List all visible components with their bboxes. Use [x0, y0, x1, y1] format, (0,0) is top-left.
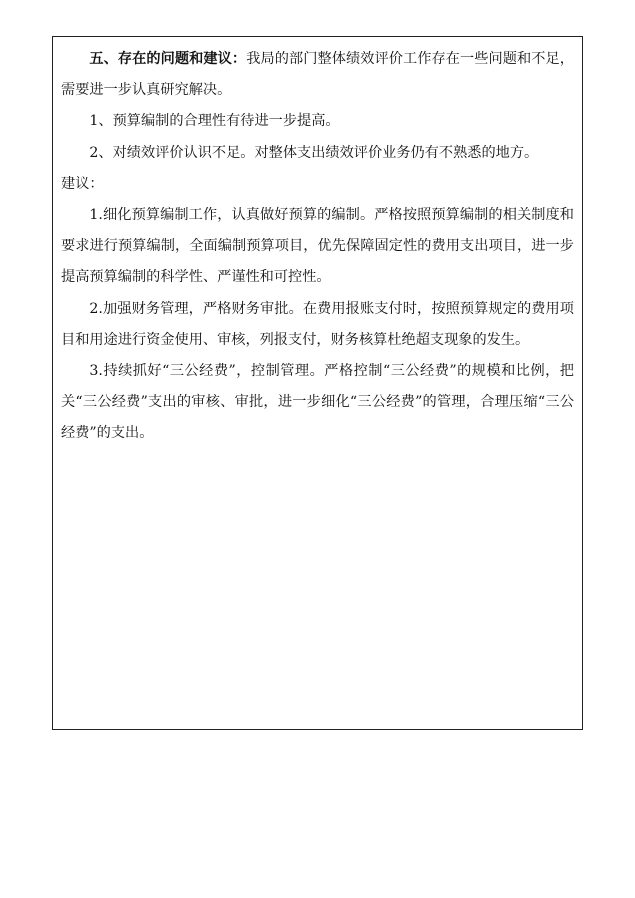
section-heading: 五、存在的问题和建议： [89, 51, 247, 67]
suggestions-label: 建议： [61, 175, 104, 192]
suggestion-item: 2.加强财务管理，严格财务审批。在费用报账支付时，按照预算规定的费用项目和用途进行资金使用、审核，列报支付，财务核算杜绝超支现象的发生。 [61, 300, 574, 348]
problem-item: 1、预算编制的合理性有待进一步提高。 [89, 113, 340, 130]
problem-item: 2、对绩效评价认识不足。对整体支出绩效评价业务仍有不熟悉的地方。 [89, 144, 539, 161]
suggestion-item: 1.细化预算编制工作，认真做好预算的编制。严格按照预算编制的相关制度和要求进行预算编制，全面编制预算项目，优先保障固定性的费用支出项目，进一步提高预算编制的科学性、严谨性和可控性。 [61, 207, 574, 286]
intro-text: 我局的部门整体绩效评价工作存在一些问题和不足，需要进一步认真研究解决。 [61, 51, 574, 99]
section-body [61, 44, 574, 450]
intro-paragraph [61, 44, 574, 106]
suggestion-item: 3.持续抓好“三公经费”，控制管理。严格控制“三公经费”的规模和比例，把关“三公经费”支出的审核、审批，进一步细化“三公经费”的管理，合理压缩“三公经费”的支出。 [61, 363, 574, 442]
form-table-cell [52, 36, 583, 730]
